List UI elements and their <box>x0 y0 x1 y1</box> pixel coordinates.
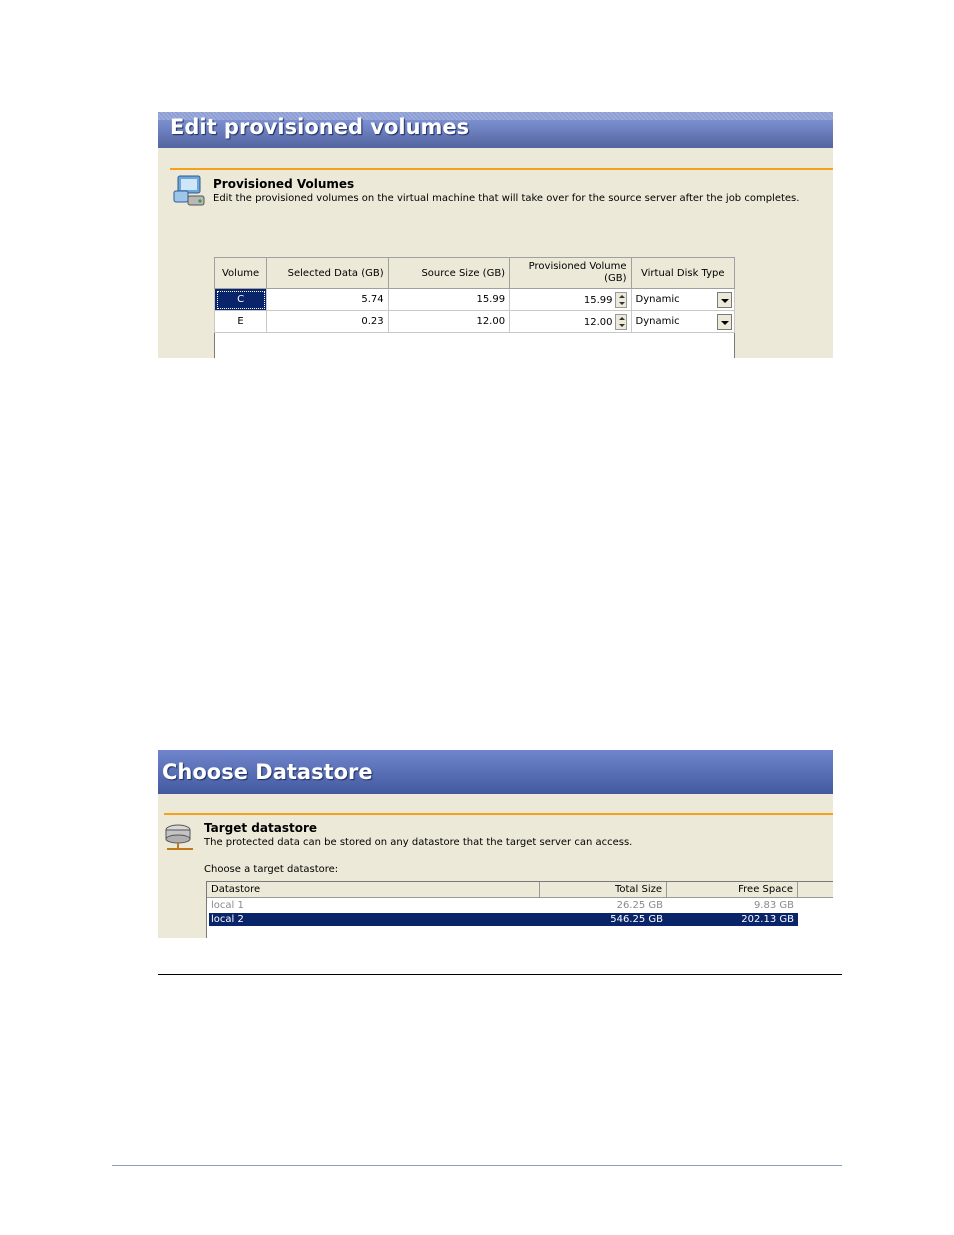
horizontal-rule <box>158 974 842 975</box>
choose-datastore-screenshot <box>158 750 833 938</box>
total-size: 26.25 GB <box>616 900 663 911</box>
provisioned-volume-cell[interactable] <box>510 311 631 333</box>
disk-type-value[interactable]: Dynamic <box>635 316 680 327</box>
spinner-icon[interactable] <box>615 292 627 308</box>
datastore-icon <box>163 822 197 852</box>
banner-title: Choose Datastore <box>158 750 833 794</box>
provisioned-volumes-icon <box>172 174 206 208</box>
source-size-cell: 12.00 <box>388 311 509 333</box>
banner-title: Edit provisioned volumes <box>158 112 833 148</box>
free-space: 202.13 GB <box>741 914 794 925</box>
column-header-free-space[interactable]: Free Space <box>667 882 798 898</box>
section-title: Provisioned Volumes <box>213 177 355 191</box>
volume-cell[interactable]: C <box>215 289 267 311</box>
section-description: Edit the provisioned volumes on the virtual machine that will take over for the source server after the job completes. <box>213 193 800 204</box>
table-row[interactable] <box>215 289 735 311</box>
footer-rule <box>112 1165 842 1166</box>
disk-type-cell[interactable] <box>631 289 734 311</box>
edit-provisioned-volumes-screenshot <box>158 112 833 358</box>
source-size-cell: 15.99 <box>388 289 509 311</box>
column-header-filler <box>798 882 833 898</box>
section-title: Target datastore <box>204 821 317 835</box>
divider <box>164 813 833 815</box>
volume-cell[interactable]: E <box>215 311 267 333</box>
datastore-name: local 2 <box>211 914 244 925</box>
dropdown-arrow-icon[interactable] <box>717 314 732 330</box>
divider <box>170 168 833 170</box>
column-header-total-size[interactable]: Total Size <box>540 882 667 898</box>
provisioned-volume-cell[interactable] <box>510 289 631 311</box>
column-header[interactable]: Volume <box>215 258 267 289</box>
provisioned-volume-value[interactable]: 15.99 <box>583 294 613 306</box>
empty-table-area <box>215 333 735 358</box>
column-header[interactable]: Selected Data (GB) <box>267 258 388 289</box>
dropdown-arrow-icon[interactable] <box>717 292 732 308</box>
table-header-row <box>215 258 735 289</box>
datastore-name: local 1 <box>211 900 244 911</box>
column-header-datastore[interactable]: Datastore <box>207 882 540 898</box>
selected-data-cell: 5.74 <box>267 289 388 311</box>
column-header[interactable]: Source Size (GB) <box>388 258 509 289</box>
list-item-selected[interactable] <box>209 913 798 926</box>
free-space: 9.83 GB <box>753 900 794 911</box>
column-header[interactable]: Virtual Disk Type <box>631 258 734 289</box>
selected-data-cell: 0.23 <box>267 311 388 333</box>
list-item[interactable] <box>209 899 798 912</box>
section-description: The protected data can be stored on any datastore that the target server can access. <box>204 837 633 848</box>
disk-type-cell[interactable] <box>631 311 734 333</box>
provisioned-volumes-table[interactable] <box>214 257 735 358</box>
column-header[interactable]: Provisioned Volume (GB) <box>510 258 631 289</box>
table-row[interactable] <box>215 311 735 333</box>
provisioned-volume-value[interactable]: 12.00 <box>583 316 613 328</box>
choose-datastore-label: Choose a target datastore: <box>204 864 339 875</box>
spinner-icon[interactable] <box>615 314 627 330</box>
total-size: 546.25 GB <box>610 914 663 925</box>
datastore-list[interactable] <box>206 881 833 938</box>
disk-type-value[interactable]: Dynamic <box>635 294 680 305</box>
